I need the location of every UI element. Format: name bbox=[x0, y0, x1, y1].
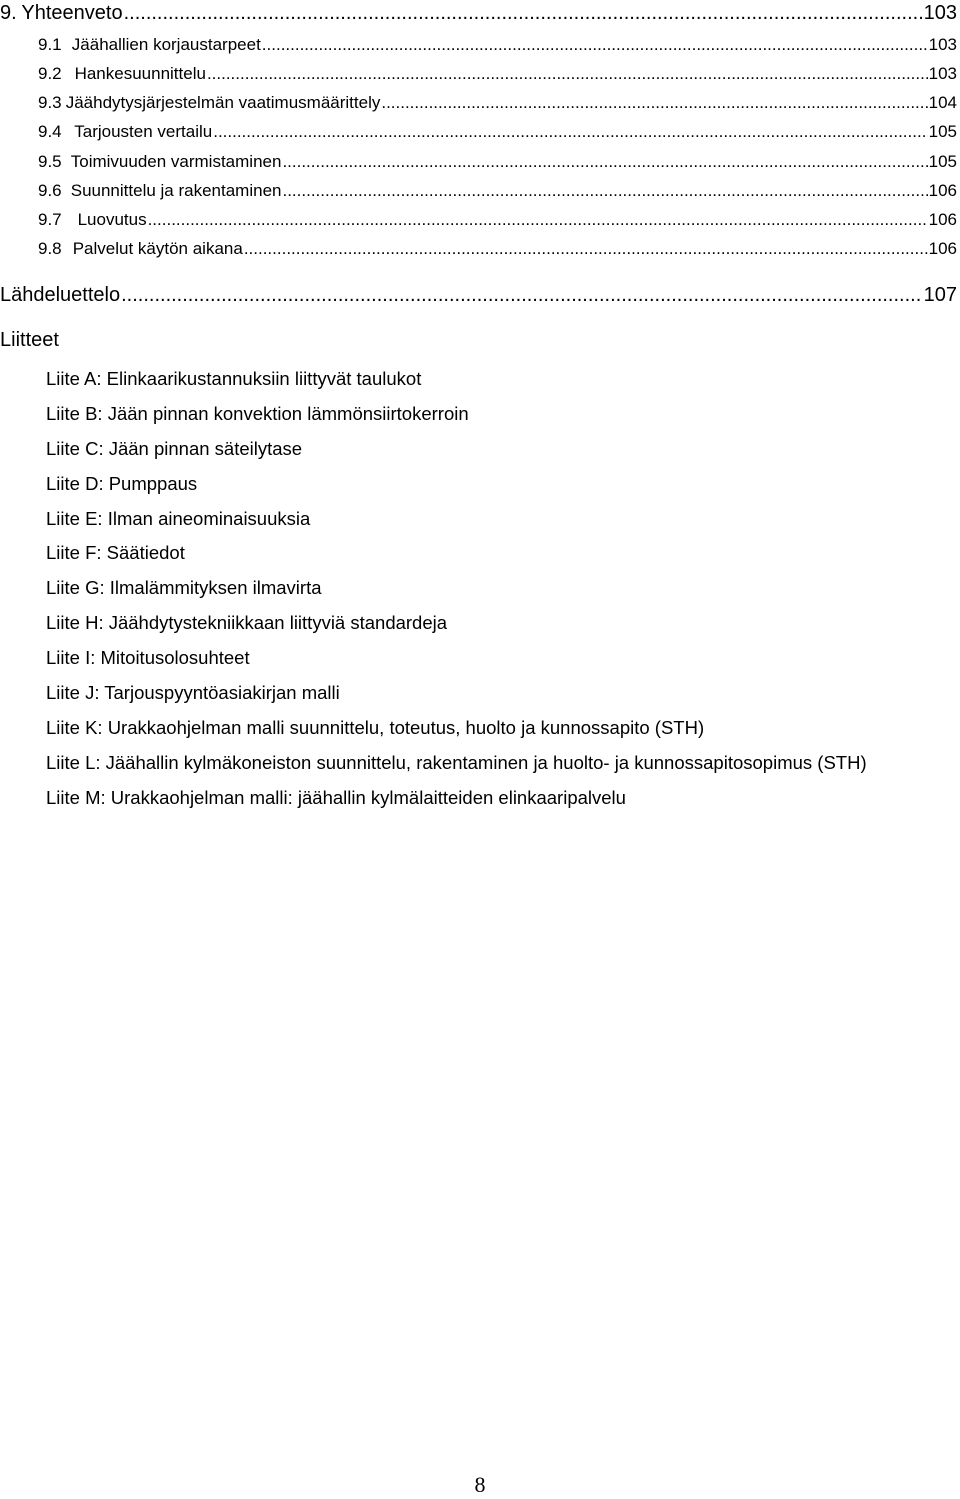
appendix-item[interactable]: Liite I: Mitoitusolosuhteet bbox=[46, 647, 250, 669]
dot-leader bbox=[213, 122, 927, 142]
toc-entry-number: 9.7 bbox=[38, 210, 62, 229]
toc-entry-page: 105 bbox=[928, 152, 957, 171]
toc-entry-number: 9.1 bbox=[38, 35, 62, 54]
toc-entry-title: Yhteenveto bbox=[21, 2, 123, 24]
toc-entry-number: 9.5 bbox=[38, 152, 62, 171]
dot-leader bbox=[148, 210, 928, 230]
toc-entry-number: 9.2 bbox=[38, 64, 62, 83]
appendix-item[interactable]: Liite L: Jäähallin kylmäkoneiston suunnittelu, rakentaminen ja huolto- ja kunnossapitosopimus (STH) bbox=[46, 751, 867, 773]
appendix-item[interactable]: Liite B: Jään pinnan konvektion lämmönsiirtokerroin bbox=[46, 402, 469, 424]
toc-entry-number: 9. bbox=[0, 2, 17, 24]
toc-entry-page: 106 bbox=[928, 210, 957, 229]
appendix-item[interactable]: Liite M: Urakkaohjelman malli: jäähallin kylmälaitteiden elinkaaripalvelu bbox=[46, 786, 626, 808]
toc-entry-section[interactable] bbox=[38, 181, 957, 201]
toc-entry-section[interactable] bbox=[38, 210, 957, 230]
appendix-item[interactable]: Liite H: Jäähdytystekniikkaan liittyviä standardeja bbox=[46, 612, 448, 634]
toc-entry-title: Jäähdytysjärjestelmän vaatimusmäärittely bbox=[65, 93, 381, 112]
toc-entry-number: 9.3 bbox=[38, 93, 62, 112]
appendix-item[interactable]: Liite A: Elinkaarikustannuksiin liittyvät taulukot bbox=[46, 368, 422, 389]
toc-entry-references[interactable] bbox=[0, 284, 957, 307]
appendix-item[interactable]: Liite K: Urakkaohjelman malli suunnittelu, toteutus, huolto ja kunnossapito (STH) bbox=[46, 716, 705, 738]
appendix-item[interactable]: Liite G: Ilmalämmityksen ilmavirta bbox=[46, 577, 322, 599]
toc-entry-number: 9.6 bbox=[38, 181, 62, 200]
appendix-item[interactable]: Liite E: Ilman aineominaisuuksia bbox=[46, 507, 311, 529]
dot-leader bbox=[121, 284, 923, 307]
toc-entry-page: 105 bbox=[928, 122, 957, 141]
appendices-heading: Liitteet bbox=[0, 329, 59, 351]
toc-entry-title: Luovutus bbox=[77, 210, 147, 229]
toc-entry-title: Jäähallien korjaustarpeet bbox=[71, 35, 261, 54]
page-number: 8 bbox=[474, 1472, 486, 1497]
toc-entry-section[interactable] bbox=[38, 93, 957, 113]
toc-entry-section[interactable] bbox=[38, 239, 957, 259]
dot-leader bbox=[244, 239, 928, 259]
toc-entry-section[interactable] bbox=[38, 35, 957, 55]
toc-entry-number: 9.8 bbox=[38, 239, 62, 258]
toc-entry-page: 104 bbox=[928, 93, 957, 112]
toc-entry-section[interactable] bbox=[38, 64, 957, 84]
appendix-item[interactable]: Liite F: Säätiedot bbox=[46, 542, 185, 564]
appendix-item[interactable]: Liite C: Jään pinnan säteilytase bbox=[46, 437, 303, 459]
toc-entry-section[interactable] bbox=[38, 152, 957, 172]
toc-entry-title: Lähdeluettelo bbox=[0, 284, 121, 306]
toc-entry-page: 103 bbox=[923, 2, 957, 24]
dot-leader bbox=[282, 152, 927, 172]
toc-entry-page: 106 bbox=[928, 181, 957, 200]
toc-entry-title: Toimivuuden varmistaminen bbox=[70, 152, 282, 171]
dot-leader bbox=[381, 93, 927, 113]
toc-entry-title: Suunnittelu ja rakentaminen bbox=[70, 181, 282, 200]
toc-entry-title: Palvelut käytön aikana bbox=[72, 239, 243, 258]
toc-entry-page: 103 bbox=[928, 64, 957, 83]
appendix-list bbox=[46, 365, 867, 819]
toc-entry-chapter-9[interactable] bbox=[0, 2, 957, 25]
dot-leader bbox=[124, 2, 923, 25]
toc-entry-title: Tarjousten vertailu bbox=[74, 122, 213, 141]
appendix-item[interactable]: Liite D: Pumppaus bbox=[46, 472, 198, 494]
dot-leader bbox=[207, 64, 928, 84]
toc-entry-title: Hankesuunnittelu bbox=[74, 64, 206, 83]
toc-entry-page: 103 bbox=[928, 35, 957, 54]
toc-entry-page: 107 bbox=[923, 284, 957, 306]
appendix-item[interactable]: Liite J: Tarjouspyyntöasiakirjan malli bbox=[46, 682, 340, 704]
toc-entry-section[interactable] bbox=[38, 122, 957, 142]
toc-entry-page: 106 bbox=[928, 239, 957, 258]
dot-leader bbox=[262, 35, 928, 55]
toc-entry-number: 9.4 bbox=[38, 122, 62, 141]
dot-leader bbox=[282, 181, 927, 201]
